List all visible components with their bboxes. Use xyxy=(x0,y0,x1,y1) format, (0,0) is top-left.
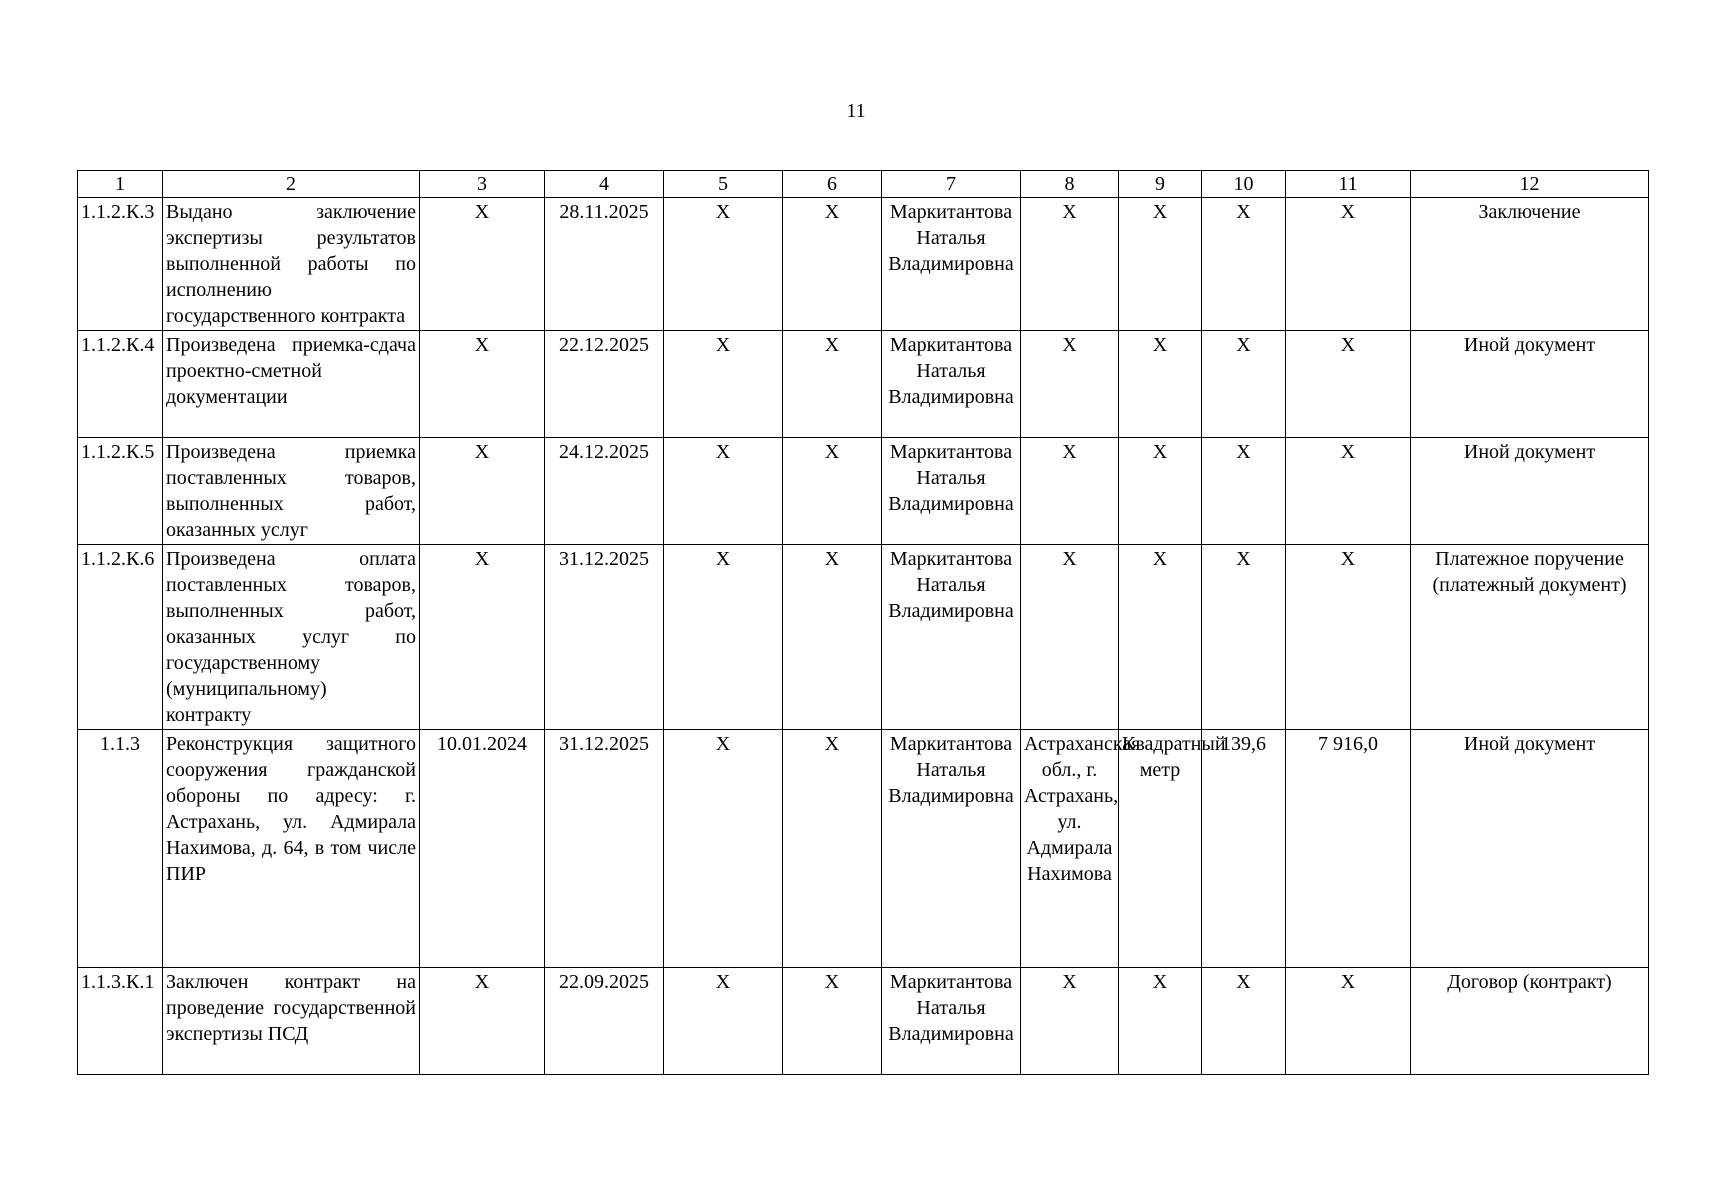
location-cell: X xyxy=(1021,331,1119,438)
table-row xyxy=(78,545,1649,730)
column-number: 6 xyxy=(783,171,882,198)
value-cell: X xyxy=(1202,968,1286,1075)
cell-col6: X xyxy=(783,968,882,1075)
location-cell: Астраханская обл., г. Астрахань, ул. Адмирала Нахимова xyxy=(1021,730,1119,968)
column-number: 9 xyxy=(1119,171,1202,198)
unit-cell: X xyxy=(1119,198,1202,331)
unit-cell: X xyxy=(1119,331,1202,438)
location-cell: X xyxy=(1021,968,1119,1075)
document-type: Платежное поручение (платежный документ) xyxy=(1411,545,1649,730)
unit-cell: X xyxy=(1119,438,1202,545)
responsible-person: Маркитантова Наталья Владимировна xyxy=(882,730,1021,968)
amount-cell: X xyxy=(1286,438,1411,545)
responsible-person: Маркитантова Наталья Владимировна xyxy=(882,545,1021,730)
document-type: Договор (контракт) xyxy=(1411,968,1649,1075)
cell-col5: X xyxy=(664,545,783,730)
unit-cell: X xyxy=(1119,545,1202,730)
event-description: Реконструкция защитного сооружения гражданской обороны по адресу: г. Астрахань, ул. Адмирала Нахимова, д. 64, в том числе ПИР xyxy=(163,730,420,968)
start-date-cell: X xyxy=(420,545,545,730)
cell-col6: X xyxy=(783,438,882,545)
column-number: 10 xyxy=(1202,171,1286,198)
column-number: 1 xyxy=(78,171,163,198)
value-cell: X xyxy=(1202,198,1286,331)
location-cell: X xyxy=(1021,198,1119,331)
column-number: 7 xyxy=(882,171,1021,198)
schedule-table xyxy=(77,170,1649,1075)
end-date-cell: 31.12.2025 xyxy=(545,545,664,730)
cell-col5: X xyxy=(664,438,783,545)
cell-col5: X xyxy=(664,331,783,438)
start-date-cell: X xyxy=(420,968,545,1075)
start-date-cell: X xyxy=(420,331,545,438)
column-number: 2 xyxy=(163,171,420,198)
start-date-cell: X xyxy=(420,198,545,331)
column-number: 4 xyxy=(545,171,664,198)
row-number: 1.1.2.К.6 xyxy=(78,545,163,730)
amount-cell: X xyxy=(1286,198,1411,331)
column-number: 5 xyxy=(664,171,783,198)
cell-col5: X xyxy=(664,198,783,331)
amount-cell: X xyxy=(1286,545,1411,730)
row-number: 1.1.2.К.4 xyxy=(78,331,163,438)
event-description: Произведена приемка-сдача проектно-сметной документации xyxy=(163,331,420,438)
end-date-cell: 31.12.2025 xyxy=(545,730,664,968)
cell-col6: X xyxy=(783,730,882,968)
start-date-cell: 10.01.2024 xyxy=(420,730,545,968)
document-type: Иной документ xyxy=(1411,331,1649,438)
row-number: 1.1.2.К.3 xyxy=(78,198,163,331)
column-number: 3 xyxy=(420,171,545,198)
event-description: Произведена оплата поставленных товаров, выполненных работ, оказанных услуг по государственному (муниципальному) контракту xyxy=(163,545,420,730)
cell-col5: X xyxy=(664,730,783,968)
value-cell: X xyxy=(1202,438,1286,545)
page-number: 11 xyxy=(846,100,866,122)
document-type: Иной документ xyxy=(1411,438,1649,545)
start-date-cell: X xyxy=(420,438,545,545)
value-cell: X xyxy=(1202,545,1286,730)
event-description: Заключен контракт на проведение государственной экспертизы ПСД xyxy=(163,968,420,1075)
value-cell: 139,6 xyxy=(1202,730,1286,968)
amount-cell: X xyxy=(1286,968,1411,1075)
table-row xyxy=(78,730,1649,968)
end-date-cell: 22.12.2025 xyxy=(545,331,664,438)
row-number: 1.1.3.К.1 xyxy=(78,968,163,1075)
document-type: Иной документ xyxy=(1411,730,1649,968)
row-number: 1.1.2.К.5 xyxy=(78,438,163,545)
cell-col6: X xyxy=(783,331,882,438)
end-date-cell: 28.11.2025 xyxy=(545,198,664,331)
table-row xyxy=(78,438,1649,545)
responsible-person: Маркитантова Наталья Владимировна xyxy=(882,331,1021,438)
column-number: 12 xyxy=(1411,171,1649,198)
responsible-person: Маркитантова Наталья Владимировна xyxy=(882,968,1021,1075)
cell-col6: X xyxy=(783,198,882,331)
table-row xyxy=(78,968,1649,1075)
unit-cell: X xyxy=(1119,968,1202,1075)
event-description: Выдано заключение экспертизы результатов выполненной работы по исполнению государственного контракта xyxy=(163,198,420,331)
cell-col6: X xyxy=(783,545,882,730)
column-number: 8 xyxy=(1021,171,1119,198)
column-numbers-row xyxy=(78,171,1649,198)
row-number: 1.1.3 xyxy=(78,730,163,968)
location-cell: X xyxy=(1021,438,1119,545)
table-row xyxy=(78,198,1649,331)
amount-cell: X xyxy=(1286,331,1411,438)
table-row xyxy=(78,331,1649,438)
location-cell: X xyxy=(1021,545,1119,730)
value-cell: X xyxy=(1202,331,1286,438)
responsible-person: Маркитантова Наталья Владимировна xyxy=(882,198,1021,331)
unit-cell: Квадратный метр xyxy=(1119,730,1202,968)
end-date-cell: 24.12.2025 xyxy=(545,438,664,545)
column-number: 11 xyxy=(1286,171,1411,198)
document-type: Заключение xyxy=(1411,198,1649,331)
responsible-person: Маркитантова Наталья Владимировна xyxy=(882,438,1021,545)
amount-cell: 7 916,0 xyxy=(1286,730,1411,968)
event-description: Произведена приемка поставленных товаров, выполненных работ, оказанных услуг xyxy=(163,438,420,545)
end-date-cell: 22.09.2025 xyxy=(545,968,664,1075)
cell-col5: X xyxy=(664,968,783,1075)
